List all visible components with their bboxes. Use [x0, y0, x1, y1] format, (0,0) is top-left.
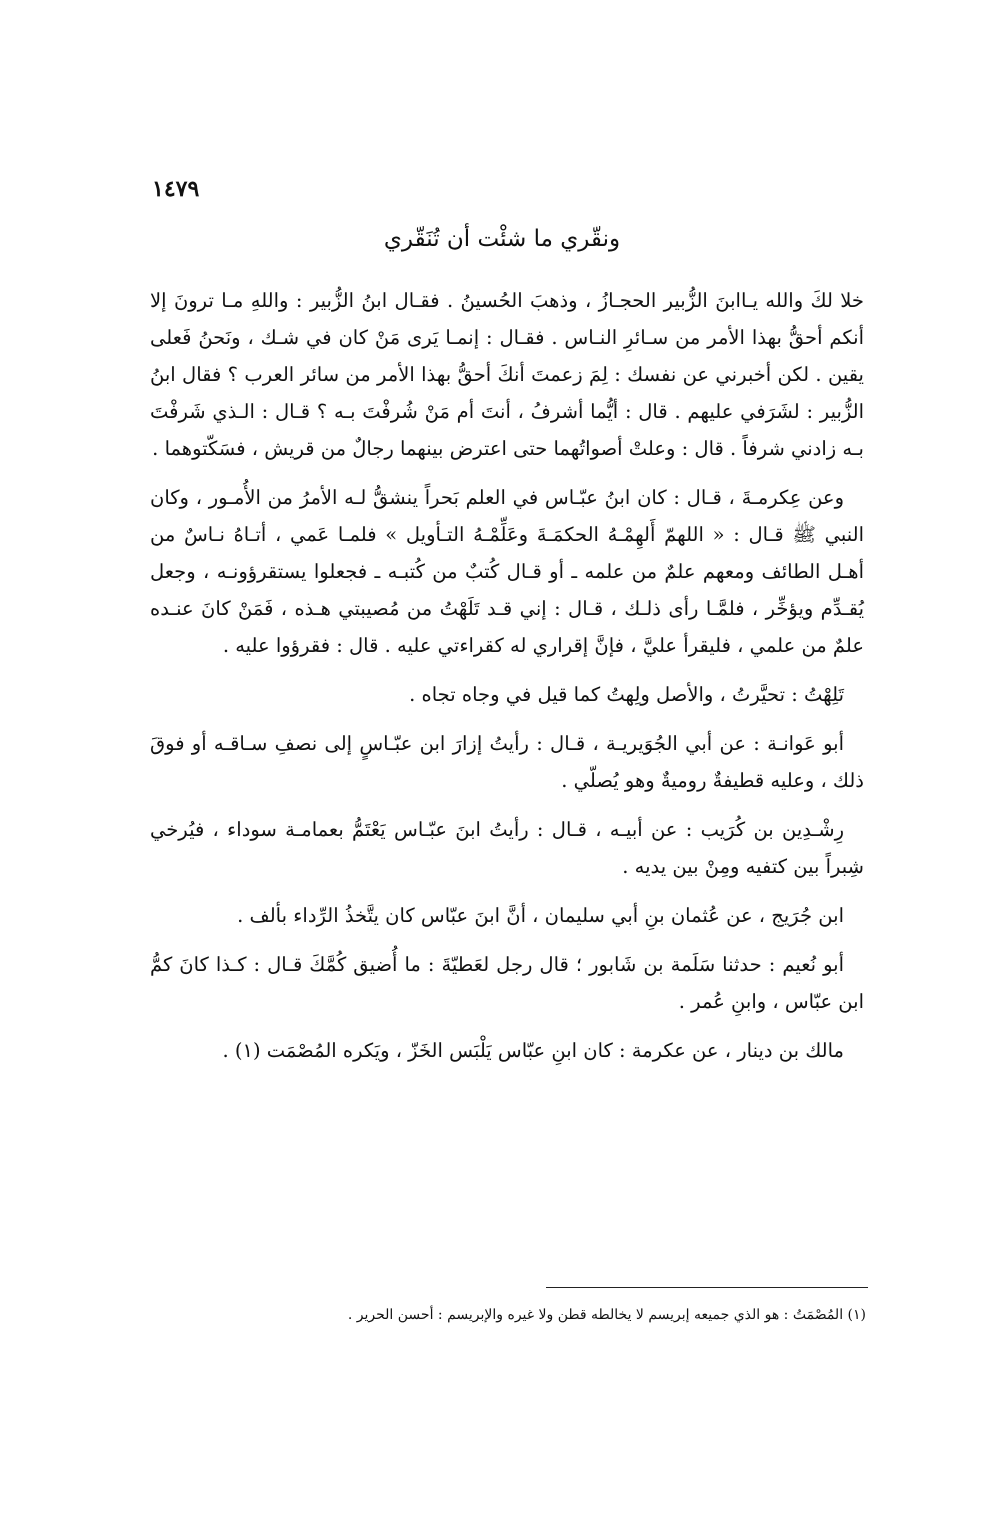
paragraph: وعن عِكرمـةَ ، قـال : كان ابنُ عبّـاس في العلم بَحراً ينشقُّ لـه الأمرُ من الأُمـور ، وكان النبي ﷺ قـال : « اللهمّ أَلهِمْـهُ الحكمَـةَ وعَلِّمْـهُ التـأويل » فلمـا عَمي ، أتـاهُ نـاسٌ من أهـل الطائف ومعهم علمٌ من علمه ـ أو قـال كُتبٌ من كُتبـه ـ فجعلوا يستقرؤونـه ، وجعل يُقـدِّم ويؤخِّر ، فلمَّـا رأى ذلـك ، قـال : إني قـد تَلَهْتُ من مُصيبتي هـذه ، فَمَنْ كانَ عنـده علمٌ من علمي ، فليقرأ عليَّ ، فإنَّ إقراري له كقراءتي عليه . قال : فقرؤوا عليه . [150, 486, 864, 657]
paragraph: رِشْـدِين بن كُرَيب : عن أبيـه ، قـال : رأيتُ ابنَ عبّـاس يَعْتَمُّ بعمامـة سوداء ، فيُرخي شِبراً بين كتفيه ومِنْ بين يديه . [150, 818, 864, 878]
paragraph: مالك بن دينار ، عن عكرمة : كان ابنِ عبّاس يَلْبَس الخَزّ ، ويَكره المُصْمَت (١) . [222, 1039, 844, 1062]
paragraph: أبو عَوانـة : عن أبي الجُوَيريـة ، قـال : رأيتُ إزارَ ابن عبّـاسٍ إلى نصفِ سـاقـه أو فوقَ ذلك ، وعليه قطيفةٌ روميةٌ وهو يُصلّي . [150, 732, 864, 792]
paragraph: ابن جُرَيج ، عن عُثمان بنِ أبي سليمان ، أنَّ ابنَ عبّاس كان يتَّخذُ الرِّداء بألف . [237, 904, 844, 927]
paragraph: تَلِهْتُ : تحيَّرتُ ، والأصل ولِهتُ كما قيل في وجاه تجاه . [409, 683, 844, 706]
body-text [150, 282, 864, 1081]
footnote: (١) المُصْمَتُ : هو الذي جميعه إبريسم لا يخالطه قطن ولا غيره والإبريسم : أحسن الحرير . [347, 1307, 866, 1323]
verse-line: ونقّري ما شئْت أن تُنَقّري [383, 226, 621, 252]
paragraph: أبو نُعيم : حدثنا سَلَمة بن شَابور ؛ قال رجل لعَطيّةَ : ما أُضيق كُمَّكَ قـال : كـذا كانَ كمُّ ابن عبّاس ، وابنِ عُمر . [150, 953, 864, 1013]
footnote-divider [546, 1287, 868, 1288]
page-number: ١٤٧٩ [152, 176, 200, 202]
paragraph: خلا لكَ والله يـاابنَ الزُّبير الحجـازُ ، وذهبَ الحُسينُ . فقـال ابنُ الزُّبير : واللهِ مـا ترونَ إلا أنكم أحقُّ بهذا الأمر من سـائرِ النـاس . فقـال : إنمـا يَرى مَنْ كان في شـك ، ونَحنُ فَعلى يقين . لكن أخبرني عن نفسك : لِمَ زعمتَ أنكَ أحقُّ بهذا الأمر من سائر العرب ؟ فقال ابنُ الزُّبير : لشَرَفي عليهم . قال : أيُّما أشرفُ ، أنتَ أم مَنْ شُرفْتَ بـه ؟ قـال : الـذي شَرفْتَ بـه زادني شرفاً . قال : وعلتْ أصواتُهما حتى اعترض بينهما رجالٌ من قريش ، فسَكّتوهما . [150, 289, 864, 460]
